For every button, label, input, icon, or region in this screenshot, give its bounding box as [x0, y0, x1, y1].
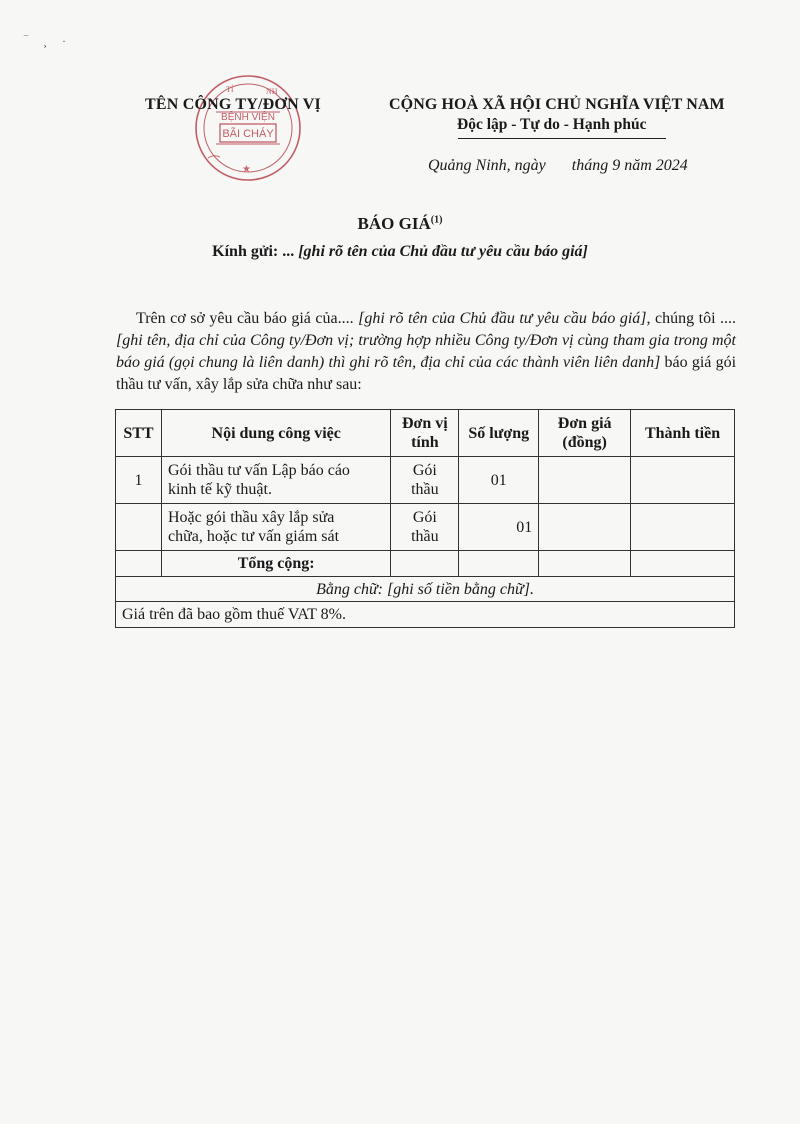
- national-motto: Độc lập - Tự do - Hạnh phúc: [457, 116, 647, 133]
- header-total: Thành tiền: [631, 410, 735, 457]
- row-total: [631, 457, 735, 504]
- recipient-line: [0, 243, 800, 261]
- recipient-label: Kính gửi: ...: [212, 243, 295, 260]
- vat-note: Giá trên đã bao gồm thuế VAT 8%.: [116, 602, 735, 628]
- row-unit: Gói thầu: [391, 504, 459, 551]
- intro-p1-note: [ghi rõ tên của Chủ đầu tư yêu cầu báo giá],: [358, 310, 651, 327]
- row-content: Gói thầu tư vấn Lập báo cáo kinh tế kỹ thuật.: [161, 457, 390, 504]
- stamp-text-main: BÃI CHÁY: [222, 128, 274, 140]
- header-price: Đơn giá (đồng): [539, 410, 631, 457]
- row-price: [539, 504, 631, 551]
- red-seal-stamp: [186, 72, 310, 184]
- motto-underline: [458, 138, 666, 139]
- stamp-text-top: BỆNH VIỆN: [221, 112, 275, 123]
- intro-p2: chúng tôi ....: [655, 310, 737, 327]
- date-place: Quảng Ninh, ngày: [428, 157, 546, 174]
- svg-text:TỈ: TỈ: [226, 85, 234, 94]
- table-row: [116, 457, 735, 504]
- header-content: Nội dung công việc: [161, 410, 390, 457]
- row-price: [539, 457, 631, 504]
- in-words-row: [116, 577, 735, 602]
- table-header-row: [116, 410, 735, 457]
- intro-paragraph: [116, 308, 736, 396]
- recipient-note: [ghi rõ tên của Chủ đầu tư yêu cầu báo giá]: [298, 243, 588, 260]
- vat-row: [116, 602, 735, 628]
- total-label: Tổng cộng:: [161, 551, 390, 577]
- nation-title: CỘNG HOÀ XÃ HỘI CHỦ NGHĨA VIỆT NAM: [389, 96, 725, 113]
- header-stt: STT: [116, 410, 162, 457]
- row-stt: 1: [116, 457, 162, 504]
- date-line: [428, 157, 688, 175]
- document-title: [0, 214, 800, 234]
- amount-in-words: Bằng chữ: [ghi số tiền bằng chữ].: [116, 577, 735, 602]
- row-qty: 01: [459, 504, 539, 551]
- scan-artifact: ‾ ¸ ·: [24, 34, 72, 48]
- row-stt: [116, 504, 162, 551]
- svg-text:NH: NH: [266, 87, 278, 96]
- row-qty: 01: [459, 457, 539, 504]
- svg-text:★: ★: [242, 164, 251, 175]
- header-unit: Đơn vị tính: [391, 410, 459, 457]
- total-row: [116, 551, 735, 577]
- company-name: TÊN CÔNG TY/ĐƠN VỊ: [145, 96, 321, 113]
- row-content: Hoặc gói thầu xây lắp sửa chữa, hoặc tư vấn giám sát: [161, 504, 390, 551]
- title-text: BÁO GIÁ: [357, 214, 431, 233]
- header-qty: Số lượng: [459, 410, 539, 457]
- row-total: [631, 504, 735, 551]
- title-footnote: (1): [430, 214, 443, 226]
- date-month-year: tháng 9 năm 2024: [571, 157, 688, 174]
- intro-p2-note: [ghi tên, địa chỉ của Công ty/Đơn vị; trường hợp nhiều Công ty/Đơn vị cùng tham gia trong một báo giá (gọi chung là liên danh) thì ghi rõ tên, địa chỉ của các thành viên liên danh]: [116, 332, 736, 371]
- table-row: [116, 504, 735, 551]
- quotation-table: [115, 409, 735, 628]
- intro-p1: Trên cơ sở yêu cầu báo giá của....: [136, 310, 354, 327]
- row-unit: Gói thầu: [391, 457, 459, 504]
- intro-p3: báo giá gói thầu tư vấn, xây lắp sửa chữa như sau:: [116, 354, 737, 393]
